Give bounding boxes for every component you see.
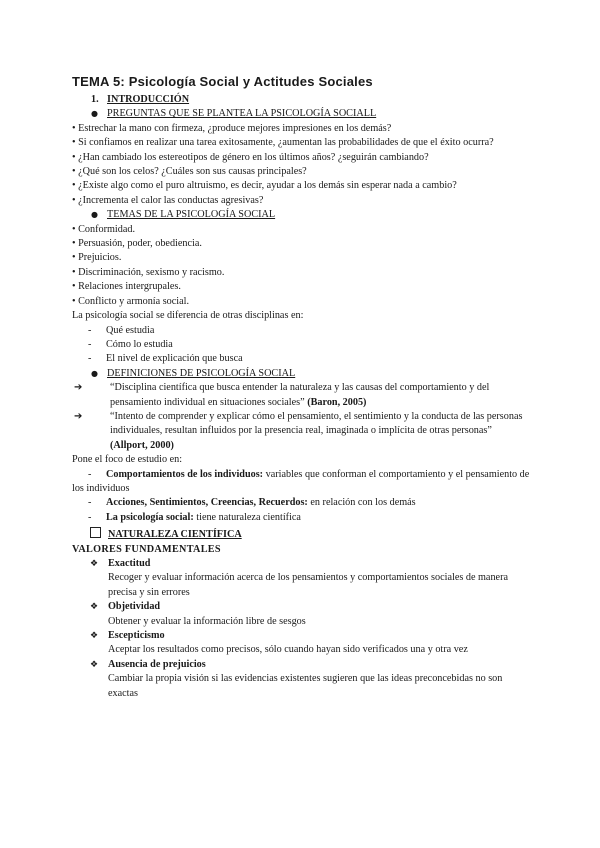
valor-name: ❖ Ausencia de prejuicios: [72, 658, 532, 672]
tema-item: • Relaciones intergrupales.: [72, 281, 181, 293]
tema-item: • Persuasión, poder, obediencia.: [72, 238, 202, 250]
checkbox-icon: [90, 527, 101, 538]
valor-desc: Cambiar la propia visión si las evidencias existentes sugieren que las ideas preconcebidas no son exactas: [108, 673, 503, 699]
preguntas-heading: ● PREGUNTAS QUE SE PLANTEA LA PSICOLOGÍA SOCIALL: [72, 107, 532, 121]
pregunta-item: • ¿Incrementa el calor las conductas agresivas?: [72, 194, 264, 206]
section-number: 1.: [91, 94, 99, 105]
tema-item: • Conformidad.: [72, 223, 135, 235]
pregunta-item: • ¿Han cambiado los estereotipos de género en los últimos años? ¿seguirán cambiando?: [72, 151, 429, 163]
section-introduccion: [72, 93, 532, 107]
bullet-dot-icon: ●: [91, 109, 98, 119]
tema-item: • Discriminación, sexismo y racismo.: [72, 266, 225, 278]
diamond-bullet-icon: ❖: [90, 559, 99, 569]
diamond-bullet-icon: ❖: [90, 659, 99, 670]
foco-item: - La psicología social: tiene naturaleza científica: [88, 511, 301, 523]
diferencia-item: - Cómo lo estudia: [88, 338, 173, 350]
diferencia-item: - Qué estudia: [88, 324, 155, 336]
valor-name: ❖ Exactitud: [72, 557, 532, 571]
tema-item: • Prejuicios.: [72, 252, 122, 264]
definiciones-heading: ● DEFINICIONES DE PSICOLOGÍA SOCIAL: [72, 367, 532, 381]
diamond-bullet-icon: ❖: [90, 602, 99, 613]
bullet-dot-icon: ●: [91, 210, 98, 220]
diamond-bullet-icon: ❖: [90, 631, 99, 642]
foco-intro: Pone el foco de estudio en:: [72, 454, 183, 466]
pregunta-item: • Si confiamos en realizar una tarea exitosamente, ¿aumentan las probabilidades de que el éxito ocurra?: [72, 137, 494, 149]
temas-heading: ● TEMAS DE LA PSICOLOGÍA SOCIAL: [72, 208, 532, 222]
valor-name: ❖ Objetividad: [72, 600, 532, 614]
valor-name: ❖ Escepticismo: [72, 629, 532, 643]
document-title: TEMA 5: Psicología Social y Actitudes Sociales: [72, 74, 373, 89]
foco-item: - Acciones, Sentimientos, Creencias, Recuerdos: en relación con los demás: [88, 497, 416, 509]
pregunta-item: • Estrechar la mano con firmeza, ¿produce mejores impresiones en los demás?: [72, 122, 392, 134]
tema-item: • Conflicto y armonía social.: [72, 295, 190, 307]
valor-desc: Recoger y evaluar información acerca de los pensamientos y comportamientos sociales de manera precisa y sin errores: [108, 572, 508, 598]
arrow-right-icon: ➔: [74, 382, 83, 394]
arrow-right-icon: ➔: [74, 410, 83, 422]
pregunta-item: • ¿Existe algo como el puro altruismo, es decir, ayudar a los demás sin esperar nada a cambio?: [72, 180, 457, 192]
naturaleza-heading: NATURALEZA CIENTÍFICA: [72, 527, 532, 542]
foco-item: - Comportamientos de los individuos: variables que conforman el comportamiento y el pensamiento de los individuos: [72, 468, 530, 494]
definicion-item: ➔ “Intento de comprender y explicar cómo el pensamiento, el sentimiento y la conducta de las personas individuales, resultan influidos por la presencia real, imaginada o implícita de otras personas” (Allport, 2000): [74, 410, 523, 451]
section-label: INTRODUCCIÓN: [107, 94, 190, 105]
valores-heading: VALORES FUNDAMENTALES: [72, 543, 221, 555]
diferencia-item: - El nivel de explicación que busca: [88, 353, 243, 365]
valor-desc: Aceptar los resultados como precisos, sólo cuando hayan sido verificados una y otra vez: [108, 644, 468, 656]
bullet-dot-icon: ●: [91, 368, 98, 378]
valor-desc: Obtener y evaluar la información libre de sesgos: [108, 615, 306, 627]
pregunta-item: • ¿Qué son los celos? ¿Cuáles son sus causas principales?: [72, 166, 307, 178]
definicion-item: ➔ “Disciplina científica que busca entender la naturaleza y las causas del comportamiento y del pensamiento individual en situaciones sociales” (Baron, 2005): [74, 382, 490, 408]
document-page: [72, 73, 532, 701]
diferencia-intro: La psicología social se diferencia de otras disciplinas en:: [72, 310, 304, 322]
